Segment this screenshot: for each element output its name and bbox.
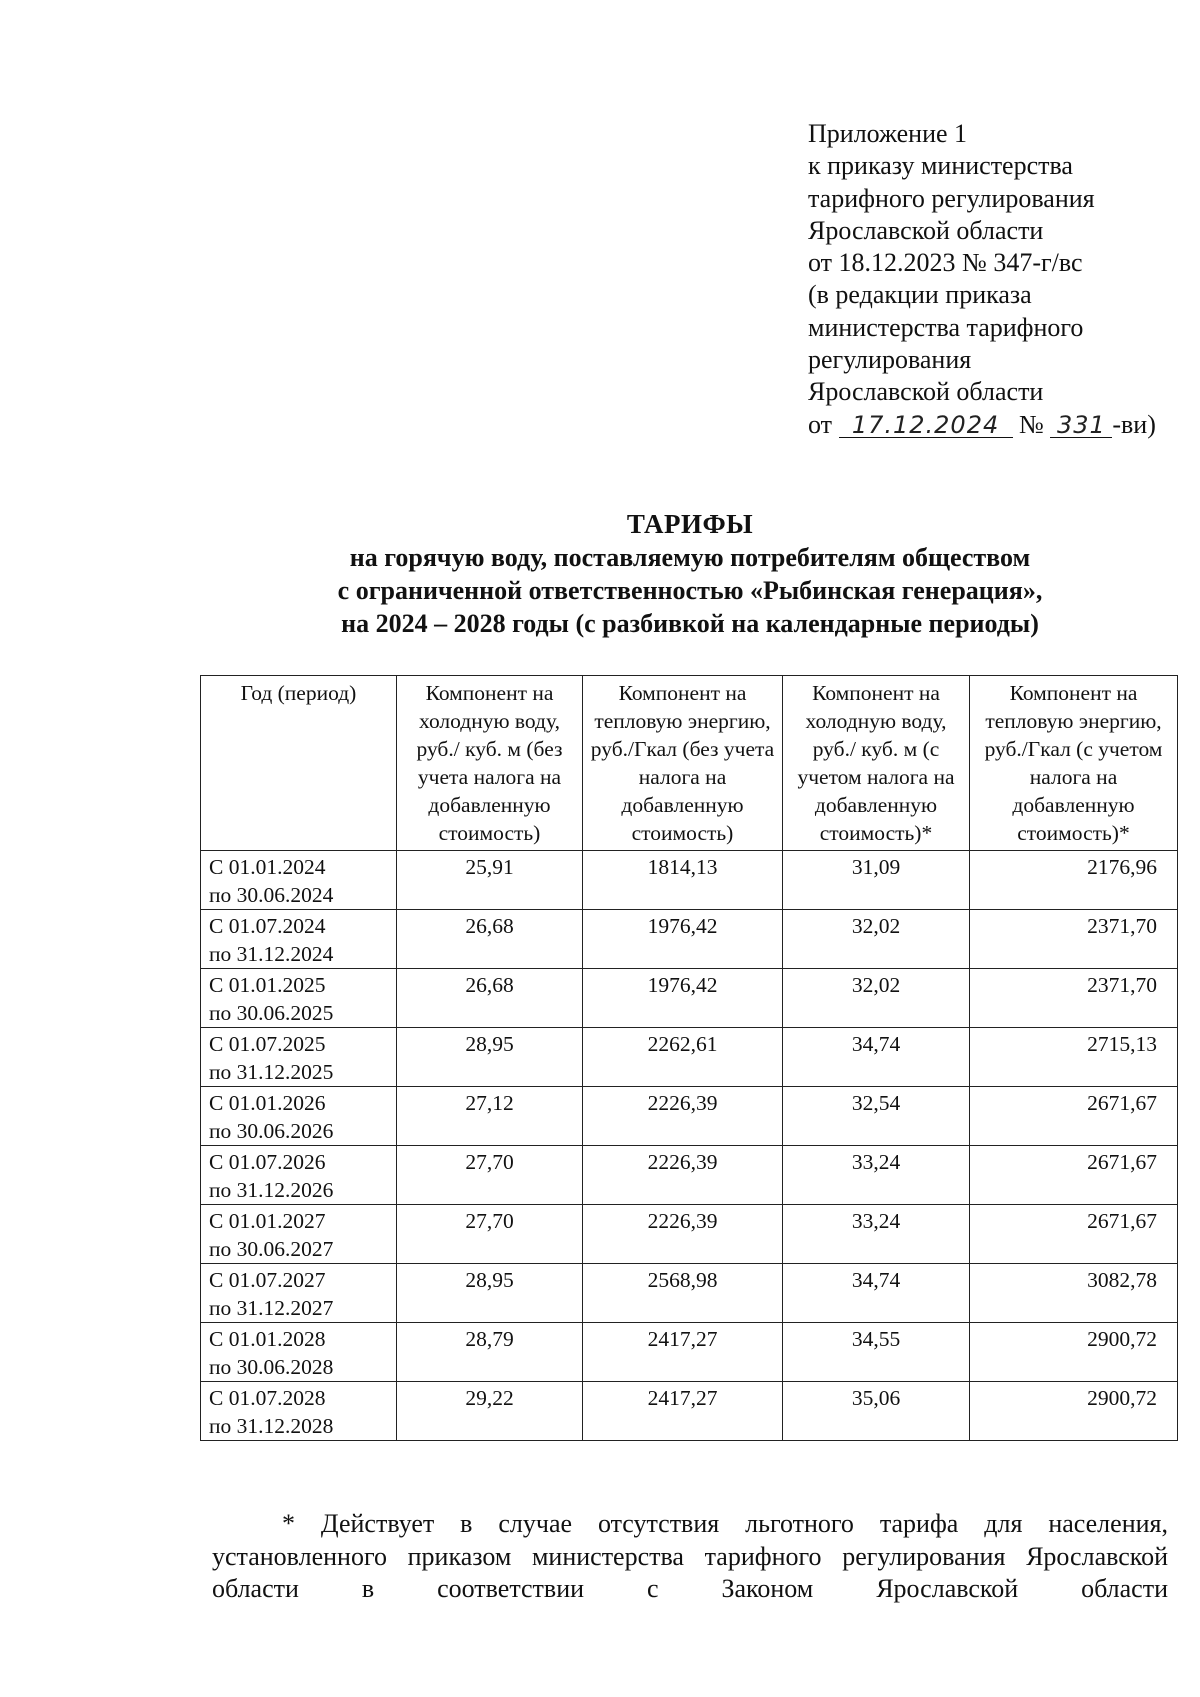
cold-water-no-vat-cell: 26,68 (397, 910, 583, 969)
cold-water-no-vat-cell: 27,70 (397, 1146, 583, 1205)
period-from: С 01.07.2025 (209, 1032, 326, 1056)
appendix-line: Приложение 1 (808, 119, 968, 148)
cold-water-vat-cell: 33,24 (783, 1205, 970, 1264)
period-to: по 31.12.2025 (209, 1060, 334, 1084)
cold-water-vat-cell: 34,55 (783, 1323, 970, 1382)
table-row (201, 1146, 1178, 1205)
period-cell (201, 1323, 397, 1382)
cold-water-no-vat-cell: 28,79 (397, 1323, 583, 1382)
title-line: на 2024 – 2028 годы (с разбивкой на календарные периоды) (341, 609, 1039, 638)
table-row (201, 1087, 1178, 1146)
period-cell (201, 910, 397, 969)
period-cell (201, 1264, 397, 1323)
heat-energy-vat-cell: 2715,13 (970, 1028, 1178, 1087)
number-sign: № (1019, 409, 1044, 439)
heat-energy-no-vat-cell: 2568,98 (583, 1264, 783, 1323)
heat-energy-no-vat-cell: 2226,39 (583, 1146, 783, 1205)
cold-water-vat-cell: 34,74 (783, 1264, 970, 1323)
period-to: по 30.06.2026 (209, 1119, 334, 1143)
period-cell (201, 1205, 397, 1264)
heat-energy-vat-cell: 2371,70 (970, 969, 1178, 1028)
cold-water-vat-cell: 32,54 (783, 1087, 970, 1146)
heat-energy-vat-cell: 3082,78 (970, 1264, 1178, 1323)
appendix-line: Ярославской области (808, 215, 1044, 245)
period-to: по 31.12.2028 (209, 1414, 334, 1438)
cold-water-no-vat-cell: 26,68 (397, 969, 583, 1028)
header-heat-energy-no-vat: Компонент на тепловую энергию, руб./Гкал (без учета налога на добавленную стоимость) (583, 676, 783, 851)
cold-water-no-vat-cell: 27,70 (397, 1205, 583, 1264)
cold-water-vat-cell: 31,09 (783, 851, 970, 910)
appendix-line: (в редакции приказа (808, 280, 1032, 310)
heat-energy-vat-cell: 2176,96 (970, 851, 1178, 910)
period-to: по 31.12.2024 (209, 942, 334, 966)
amendment-prefix: от (808, 409, 833, 439)
header-period: Год (период) (201, 676, 397, 851)
heat-energy-vat-cell: 2671,67 (970, 1087, 1178, 1146)
heat-energy-no-vat-cell: 2226,39 (583, 1087, 783, 1146)
heat-energy-no-vat-cell: 2417,27 (583, 1382, 783, 1441)
title-heading: ТАРИФЫ (626, 509, 754, 539)
heat-energy-vat-cell: 2671,67 (970, 1205, 1178, 1264)
table-row (201, 851, 1178, 910)
period-from: С 01.07.2027 (209, 1268, 326, 1292)
appendix-line: тарифного регулирования (808, 183, 1095, 213)
handwritten-date: 17.12.2024 (839, 413, 1013, 438)
cold-water-no-vat-cell: 28,95 (397, 1264, 583, 1323)
appendix-line: министерства тарифного (808, 312, 1084, 342)
title-line: на горячую воду, поставляемую потребителям обществом (349, 543, 1031, 572)
cold-water-no-vat-cell: 25,91 (397, 851, 583, 910)
appendix-line: к приказу министерства (808, 151, 1073, 181)
table-row (201, 910, 1178, 969)
cold-water-no-vat-cell: 28,95 (397, 1028, 583, 1087)
period-from: С 01.01.2025 (209, 973, 326, 997)
heat-energy-no-vat-cell: 2417,27 (583, 1323, 783, 1382)
header-cold-water-vat: Компонент на холодную воду, руб./ куб. м (с учетом налога на добавленную стоимость)* (783, 676, 970, 851)
period-cell (201, 1382, 397, 1441)
period-cell (201, 1028, 397, 1087)
heat-energy-vat-cell: 2900,72 (970, 1382, 1178, 1441)
table-row (201, 969, 1178, 1028)
heat-energy-vat-cell: 2671,67 (970, 1146, 1178, 1205)
heat-energy-vat-cell: 2900,72 (970, 1323, 1178, 1382)
heat-energy-no-vat-cell: 1814,13 (583, 851, 783, 910)
table-row (201, 1264, 1178, 1323)
table-row (201, 1205, 1178, 1264)
table-row (201, 1028, 1178, 1087)
tariff-table (200, 675, 1178, 1441)
cold-water-no-vat-cell: 29,22 (397, 1382, 583, 1441)
appendix-amendment-line (808, 409, 1178, 441)
footnote: * Действует в случае отсутствия льготного тарифа для населения, установленного приказом министерства тарифного регулирования Ярославской области в соответствии с Законом Ярославской области (212, 1509, 1168, 1603)
appendix-block (808, 118, 1178, 441)
period-from: С 01.01.2028 (209, 1327, 326, 1351)
table-header-row (201, 676, 1178, 851)
period-to: по 30.06.2027 (209, 1237, 334, 1261)
period-cell (201, 969, 397, 1028)
appendix-line: регулирования (808, 345, 972, 375)
period-to: по 31.12.2026 (209, 1178, 334, 1202)
cold-water-vat-cell: 32,02 (783, 910, 970, 969)
heat-energy-no-vat-cell: 2226,39 (583, 1205, 783, 1264)
period-from: С 01.01.2026 (209, 1091, 326, 1115)
table-body (201, 851, 1178, 1441)
period-cell (201, 1087, 397, 1146)
table-row (201, 1382, 1178, 1441)
cold-water-vat-cell: 34,74 (783, 1028, 970, 1087)
heat-energy-vat-cell: 2371,70 (970, 910, 1178, 969)
period-from: С 01.07.2024 (209, 914, 326, 938)
heat-energy-no-vat-cell: 1976,42 (583, 969, 783, 1028)
heat-energy-no-vat-cell: 1976,42 (583, 910, 783, 969)
period-to: по 31.12.2027 (209, 1296, 334, 1320)
period-from: С 01.07.2028 (209, 1386, 326, 1410)
header-heat-energy-vat: Компонент на тепловую энергию, руб./Гкал (с учетом налога на добавленную стоимость)* (970, 676, 1178, 851)
period-cell (201, 851, 397, 910)
amendment-suffix: -ви) (1112, 409, 1156, 439)
appendix-line: Ярославской области (808, 377, 1044, 407)
period-to: по 30.06.2024 (209, 883, 334, 907)
period-to: по 30.06.2025 (209, 1001, 334, 1025)
table-row (201, 1323, 1178, 1382)
header-cold-water-no-vat: Компонент на холодную воду, руб./ куб. м (без учета налога на добавленную стоимость) (397, 676, 583, 851)
period-cell (201, 1146, 397, 1205)
cold-water-vat-cell: 33,24 (783, 1146, 970, 1205)
period-from: С 01.01.2027 (209, 1209, 326, 1233)
cold-water-no-vat-cell: 27,12 (397, 1087, 583, 1146)
cold-water-vat-cell: 35,06 (783, 1382, 970, 1441)
period-to: по 30.06.2028 (209, 1355, 334, 1379)
cold-water-vat-cell: 32,02 (783, 969, 970, 1028)
document-title (150, 508, 1200, 640)
period-from: С 01.01.2024 (209, 855, 326, 879)
handwritten-number: 331 (1050, 413, 1112, 438)
title-line: с ограниченной ответственностью «Рыбинская генерация», (337, 576, 1043, 605)
heat-energy-no-vat-cell: 2262,61 (583, 1028, 783, 1087)
appendix-line: от 18.12.2023 № 347-г/вс (808, 248, 1083, 278)
period-from: С 01.07.2026 (209, 1150, 326, 1174)
